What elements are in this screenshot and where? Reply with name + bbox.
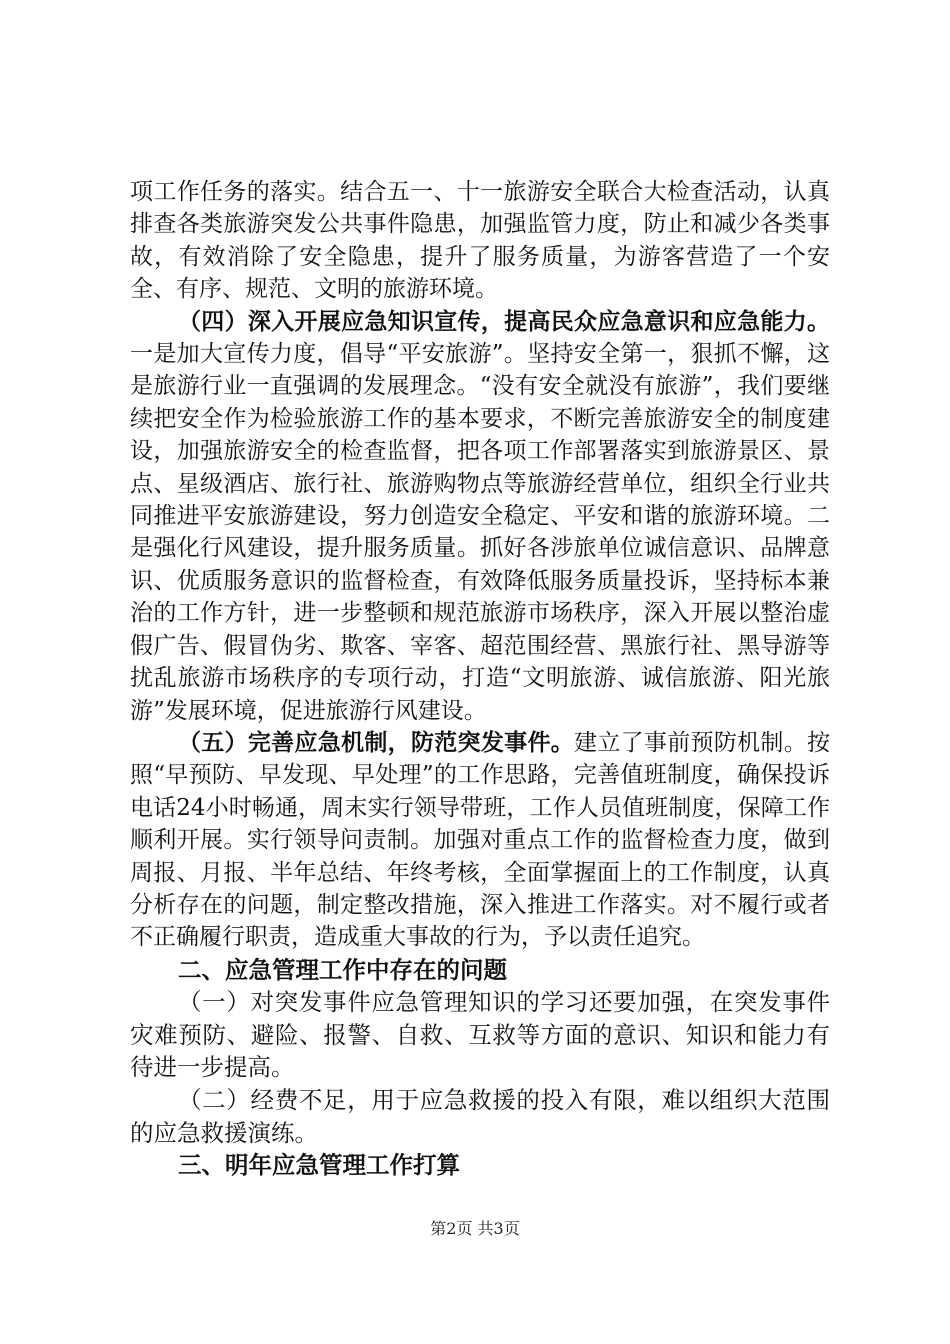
heading-problems: 二、应急管理工作中存在的问题 — [178, 955, 507, 984]
heading-next-year-plan: 三、明年应急管理工作打算 — [178, 1151, 460, 1180]
paragraph-problem-two: （二）经费不足，用于应急救援的投入有限，难以组织大范围的应急救援演练。 — [130, 1085, 830, 1147]
paragraph-problem-one: （一）对突发事件应急管理知识的学习还要加强，在突发事件灾难预防、避险、报警、自救、互救等方面的意识、知识和能力有待进一步提高。 — [130, 988, 830, 1082]
paragraph-section-five — [130, 727, 830, 954]
section-four-body: 一是加大宣传力度，倡导“平安旅游”。坚持安全第一，狠抓不懈，这是旅游行业一直强调的发展理念。“没有安全就没有旅游”，我们要继续把安全作为检验旅游工作的基本要求，不断完善旅游安全的制度建设，加强旅游安全的检查监督，把各项工作部署落实到旅游景区、景点、星级酒店、旅行社、旅游购物点等旅游经营单位，组织全行业共同推进平安旅游建设，努力创造安全稳定、平安和谐的旅游环境。二是强化行风建设，提升服务质量。抓好各涉旅单位诚信意识、品牌意识、优质服务意识的监督检查，有效降低服务质量投诉，坚持标本兼治的工作方针，进一步整顿和规范旅游市场秩序，深入开展以整治虚假广告、假冒伪劣、欺客、宰客、超范围经营、黑旅行社、黑导游等扰乱旅游市场秩序的专项行动，打造“文明旅游、诚信旅游、阳光旅游”发展环境，促进旅游行风建设。 — [130, 341, 830, 724]
page-number-footer: 第2页 共3页 — [430, 1219, 520, 1238]
document-body — [130, 176, 830, 1182]
paragraph-continuation: 项工作任务的落实。结合五一、十一旅游安全联合大检查活动，认真排查各类旅游突发公共事件隐患，加强监管力度，防止和减少各类事故，有效消除了安全隐患，提升了服务质量，为游客营造了一个安全、有序、规范、文明的旅游环境。 — [130, 179, 830, 303]
section-five-title: （五）完善应急机制，防范突发事件。 — [178, 728, 575, 756]
section-four-title: （四）深入开展应急知识宣传，提高民众应急意识和应急能力。 — [178, 307, 830, 335]
paragraph-section-four — [130, 306, 830, 727]
section-five-body: 建立了事前预防机制。按照“早预防、早发现、早处理”的工作思路，完善值班制度，确保投诉电话24小时畅通，周末实行领导带班，工作人员值班制度，保障工作顺利开展。实行领导问责制。加强对重点工作的监督检查力度，做到周报、月报、半年总结、年终考核，全面掌握面上的工作制度，认真分析存在的问题，制定整改措施，深入推进工作落实。对不履行或者不正确履行职责，造成重大事故的行为，予以责任追究。 — [130, 729, 831, 951]
